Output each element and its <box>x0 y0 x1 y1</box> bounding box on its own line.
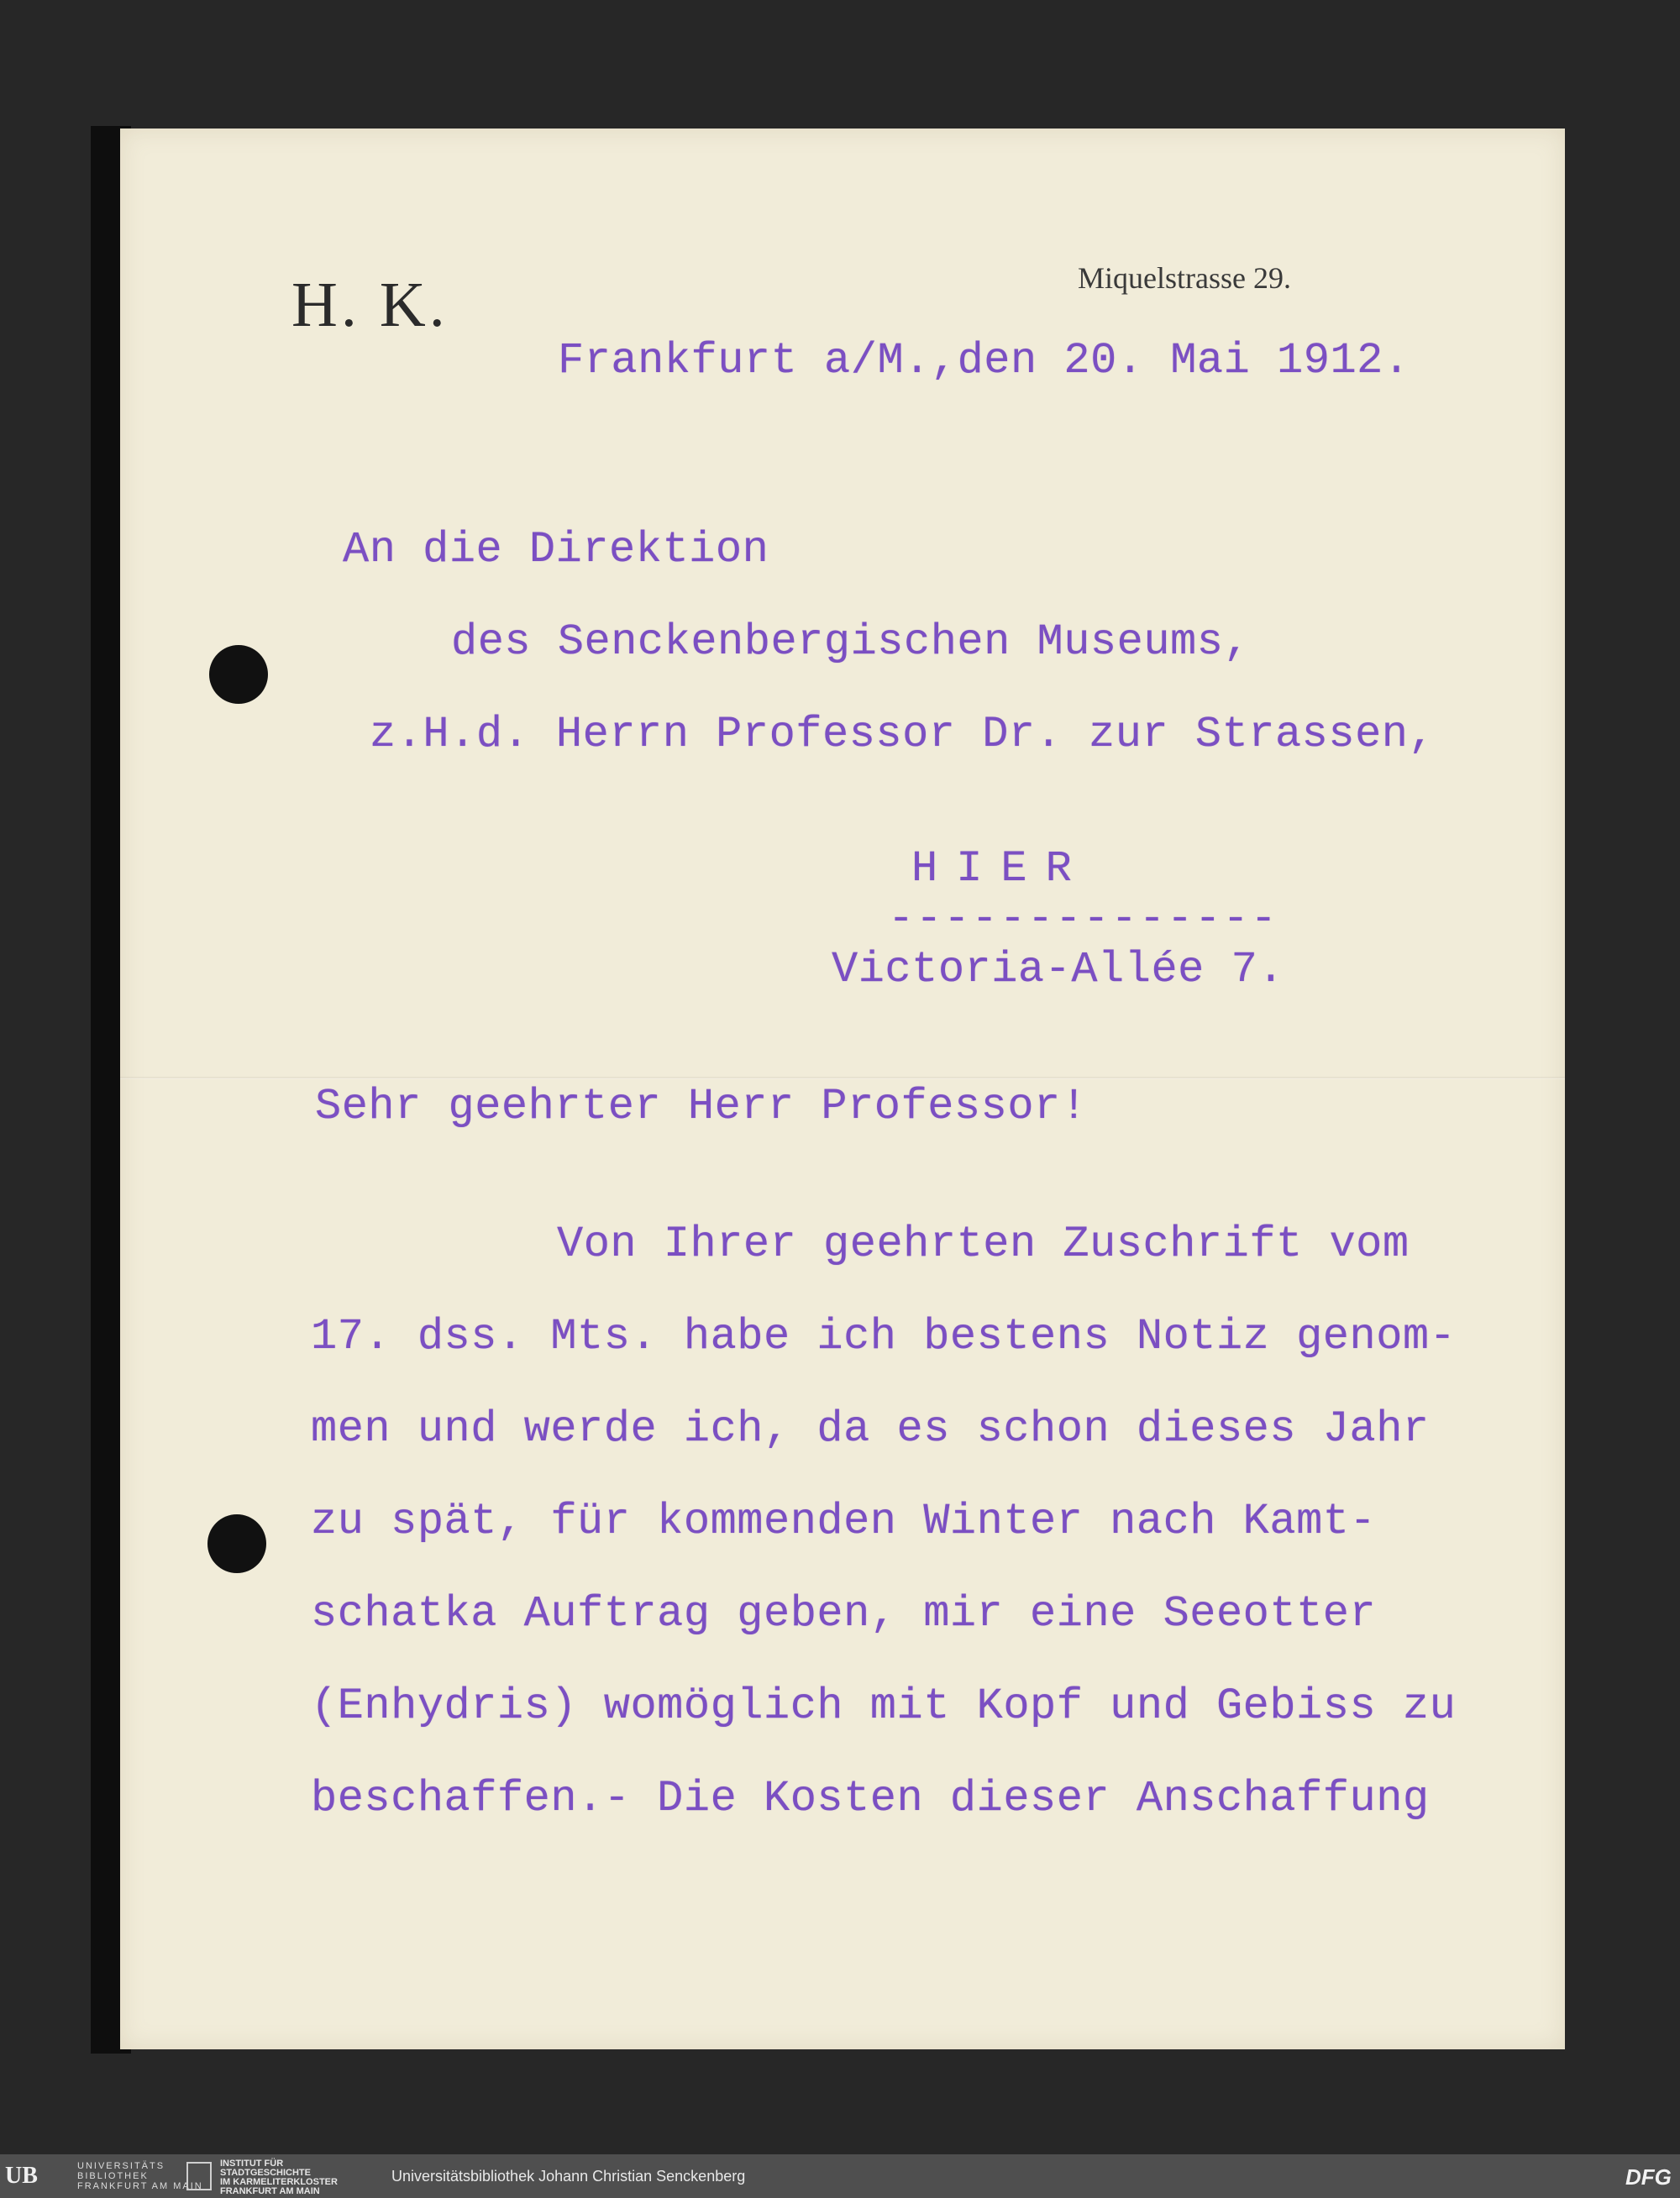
isg-logo-text <box>220 2159 338 2196</box>
ub-logo[interactable]: UB <box>5 2163 38 2189</box>
body-line: beschaffen.- Die Kosten dieser Anschaffung <box>311 1774 1430 1823</box>
body-line: (Enhydris) womöglich mit Kopf und Gebiss zu <box>311 1681 1457 1731</box>
street-line: Victoria-Allée 7. <box>832 945 1284 994</box>
date-line: Frankfurt a/M.,den 20. Mai 1912. <box>558 336 1410 386</box>
footer-credit[interactable]: Universitätsbibliothek Johann Christian Senckenberg <box>391 2168 746 2185</box>
letterhead-address: Miquelstrasse 29. <box>1078 261 1291 295</box>
dfg-logo[interactable]: DFG <box>1625 2164 1672 2190</box>
isg-text-line: INSTITUT FÜR <box>220 2159 284 2169</box>
paper-fold <box>120 1077 1565 1079</box>
ub-text-line: FRANKFURT AM MAIN <box>77 2181 203 2191</box>
letterhead-monogram: H. K. <box>291 270 449 340</box>
body-line: men und werde ich, da es schon dieses Jahr <box>311 1404 1430 1454</box>
city-underline: -------------- <box>888 894 1278 944</box>
ub-text-line: BIBLIOTHEK <box>77 2171 149 2181</box>
recipient-line: z.H.d. Herrn Professor Dr. zur Strassen, <box>370 710 1436 759</box>
body-line: 17. dss. Mts. habe ich bestens Notiz genom- <box>311 1312 1457 1361</box>
isg-text-line: STADTGESCHICHTE <box>220 2168 311 2178</box>
isg-text-line: IM KARMELITERKLOSTER <box>220 2177 338 2187</box>
body-line: Von Ihrer geehrten Zuschrift vom <box>557 1220 1410 1269</box>
isg-logo-icon[interactable] <box>186 2162 212 2190</box>
ub-logo-text <box>77 2161 203 2191</box>
body-line: zu spät, für kommenden Winter nach Kamt- <box>311 1497 1377 1546</box>
punch-hole-bottom <box>207 1514 266 1573</box>
salutation: Sehr geehrter Herr Professor! <box>315 1082 1088 1131</box>
body-line: schatka Auftrag geben, mir eine Seeotter <box>311 1589 1377 1639</box>
ub-text-line: UNIVERSITÄTS <box>77 2161 165 2171</box>
recipient-line: An die Direktion <box>343 525 769 574</box>
punch-hole-top <box>209 645 268 704</box>
isg-text-line: FRANKFURT AM MAIN <box>220 2186 320 2196</box>
city-line: HIER <box>911 844 1090 894</box>
recipient-line: des Senckenbergischen Museums, <box>451 617 1251 667</box>
viewer-footer <box>0 2154 1680 2198</box>
